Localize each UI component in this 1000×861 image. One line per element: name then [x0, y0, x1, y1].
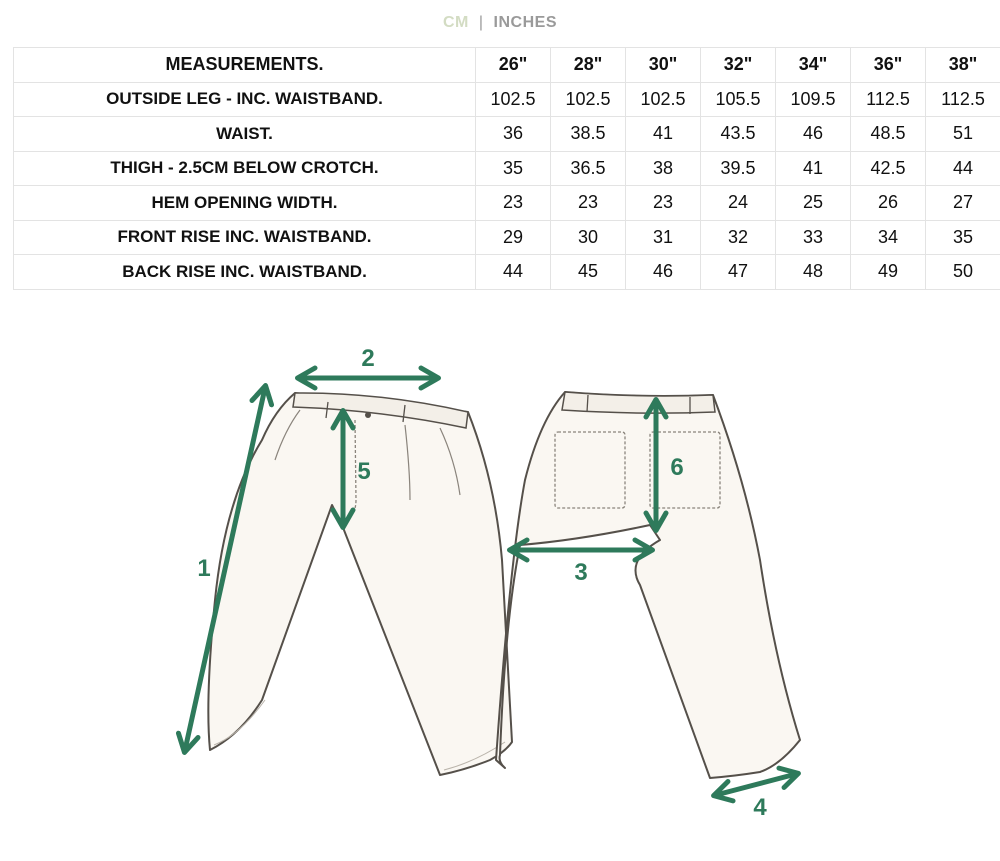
- table-cell: 35: [476, 151, 551, 186]
- table-cell: 41: [626, 117, 701, 152]
- row-label: HEM OPENING WIDTH.: [14, 186, 476, 221]
- table-cell: 112.5: [926, 82, 1000, 117]
- table-cell: 44: [476, 255, 551, 290]
- header-size: 34": [776, 48, 851, 83]
- table-cell: 23: [476, 186, 551, 221]
- table-cell: 30: [551, 220, 626, 255]
- table-cell: 102.5: [551, 82, 626, 117]
- table-cell: 25: [776, 186, 851, 221]
- marker-5: 5: [357, 458, 371, 485]
- header-measurements: MEASUREMENTS.: [14, 48, 476, 83]
- table-cell: 42.5: [851, 151, 926, 186]
- marker-1: 1: [197, 555, 211, 582]
- unit-cm-tab[interactable]: CM: [443, 14, 469, 31]
- table-cell: 26: [851, 186, 926, 221]
- marker-6: 6: [670, 454, 684, 481]
- row-label: BACK RISE INC. WAISTBAND.: [14, 255, 476, 290]
- table-cell: 47: [701, 255, 776, 290]
- table-cell: 38: [626, 151, 701, 186]
- table-cell: 45: [551, 255, 626, 290]
- marker-4: 4: [753, 794, 767, 821]
- table-header-row: [14, 48, 1000, 83]
- table-cell: 48.5: [851, 117, 926, 152]
- table-row: [14, 255, 1000, 290]
- table-row: [14, 117, 1000, 152]
- table-cell: 29: [476, 220, 551, 255]
- size-chart-table: [13, 47, 1000, 290]
- row-label: OUTSIDE LEG - INC. WAISTBAND.: [14, 82, 476, 117]
- table-cell: 41: [776, 151, 851, 186]
- table-cell: 102.5: [626, 82, 701, 117]
- table-row: [14, 220, 1000, 255]
- table-cell: 39.5: [701, 151, 776, 186]
- table-row: [14, 151, 1000, 186]
- table-cell: 23: [626, 186, 701, 221]
- header-size: 32": [701, 48, 776, 83]
- unit-inches-tab[interactable]: INCHES: [493, 14, 557, 31]
- row-label: WAIST.: [14, 117, 476, 152]
- header-size: 26": [476, 48, 551, 83]
- table-cell: 49: [851, 255, 926, 290]
- table-cell: 105.5: [701, 82, 776, 117]
- measurement-diagram: [0, 330, 1000, 861]
- table-cell: 109.5: [776, 82, 851, 117]
- marker-3: 3: [574, 559, 588, 586]
- table-cell: 35: [926, 220, 1000, 255]
- table-cell: 36.5: [551, 151, 626, 186]
- table-cell: 23: [551, 186, 626, 221]
- table-cell: 48: [776, 255, 851, 290]
- table-cell: 33: [776, 220, 851, 255]
- table-row: [14, 82, 1000, 117]
- table-cell: 46: [626, 255, 701, 290]
- table-cell: 32: [701, 220, 776, 255]
- table-cell: 36: [476, 117, 551, 152]
- back-trousers-illustration: [496, 392, 800, 778]
- front-trousers-illustration: [208, 393, 512, 775]
- marker-2: 2: [361, 345, 375, 372]
- table-row: [14, 186, 1000, 221]
- table-cell: 27: [926, 186, 1000, 221]
- row-label: THIGH - 2.5CM BELOW CROTCH.: [14, 151, 476, 186]
- row-label: FRONT RISE INC. WAISTBAND.: [14, 220, 476, 255]
- table-cell: 31: [626, 220, 701, 255]
- table-cell: 112.5: [851, 82, 926, 117]
- unit-toggle: [0, 14, 1000, 32]
- unit-separator: |: [478, 14, 484, 31]
- table-cell: 44: [926, 151, 1000, 186]
- header-size: 36": [851, 48, 926, 83]
- table-cell: 46: [776, 117, 851, 152]
- table-cell: 43.5: [701, 117, 776, 152]
- table-cell: 102.5: [476, 82, 551, 117]
- header-size: 38": [926, 48, 1000, 83]
- table-cell: 38.5: [551, 117, 626, 152]
- header-size: 30": [626, 48, 701, 83]
- table-cell: 24: [701, 186, 776, 221]
- table-cell: 34: [851, 220, 926, 255]
- header-size: 28": [551, 48, 626, 83]
- table-cell: 50: [926, 255, 1000, 290]
- table-cell: 51: [926, 117, 1000, 152]
